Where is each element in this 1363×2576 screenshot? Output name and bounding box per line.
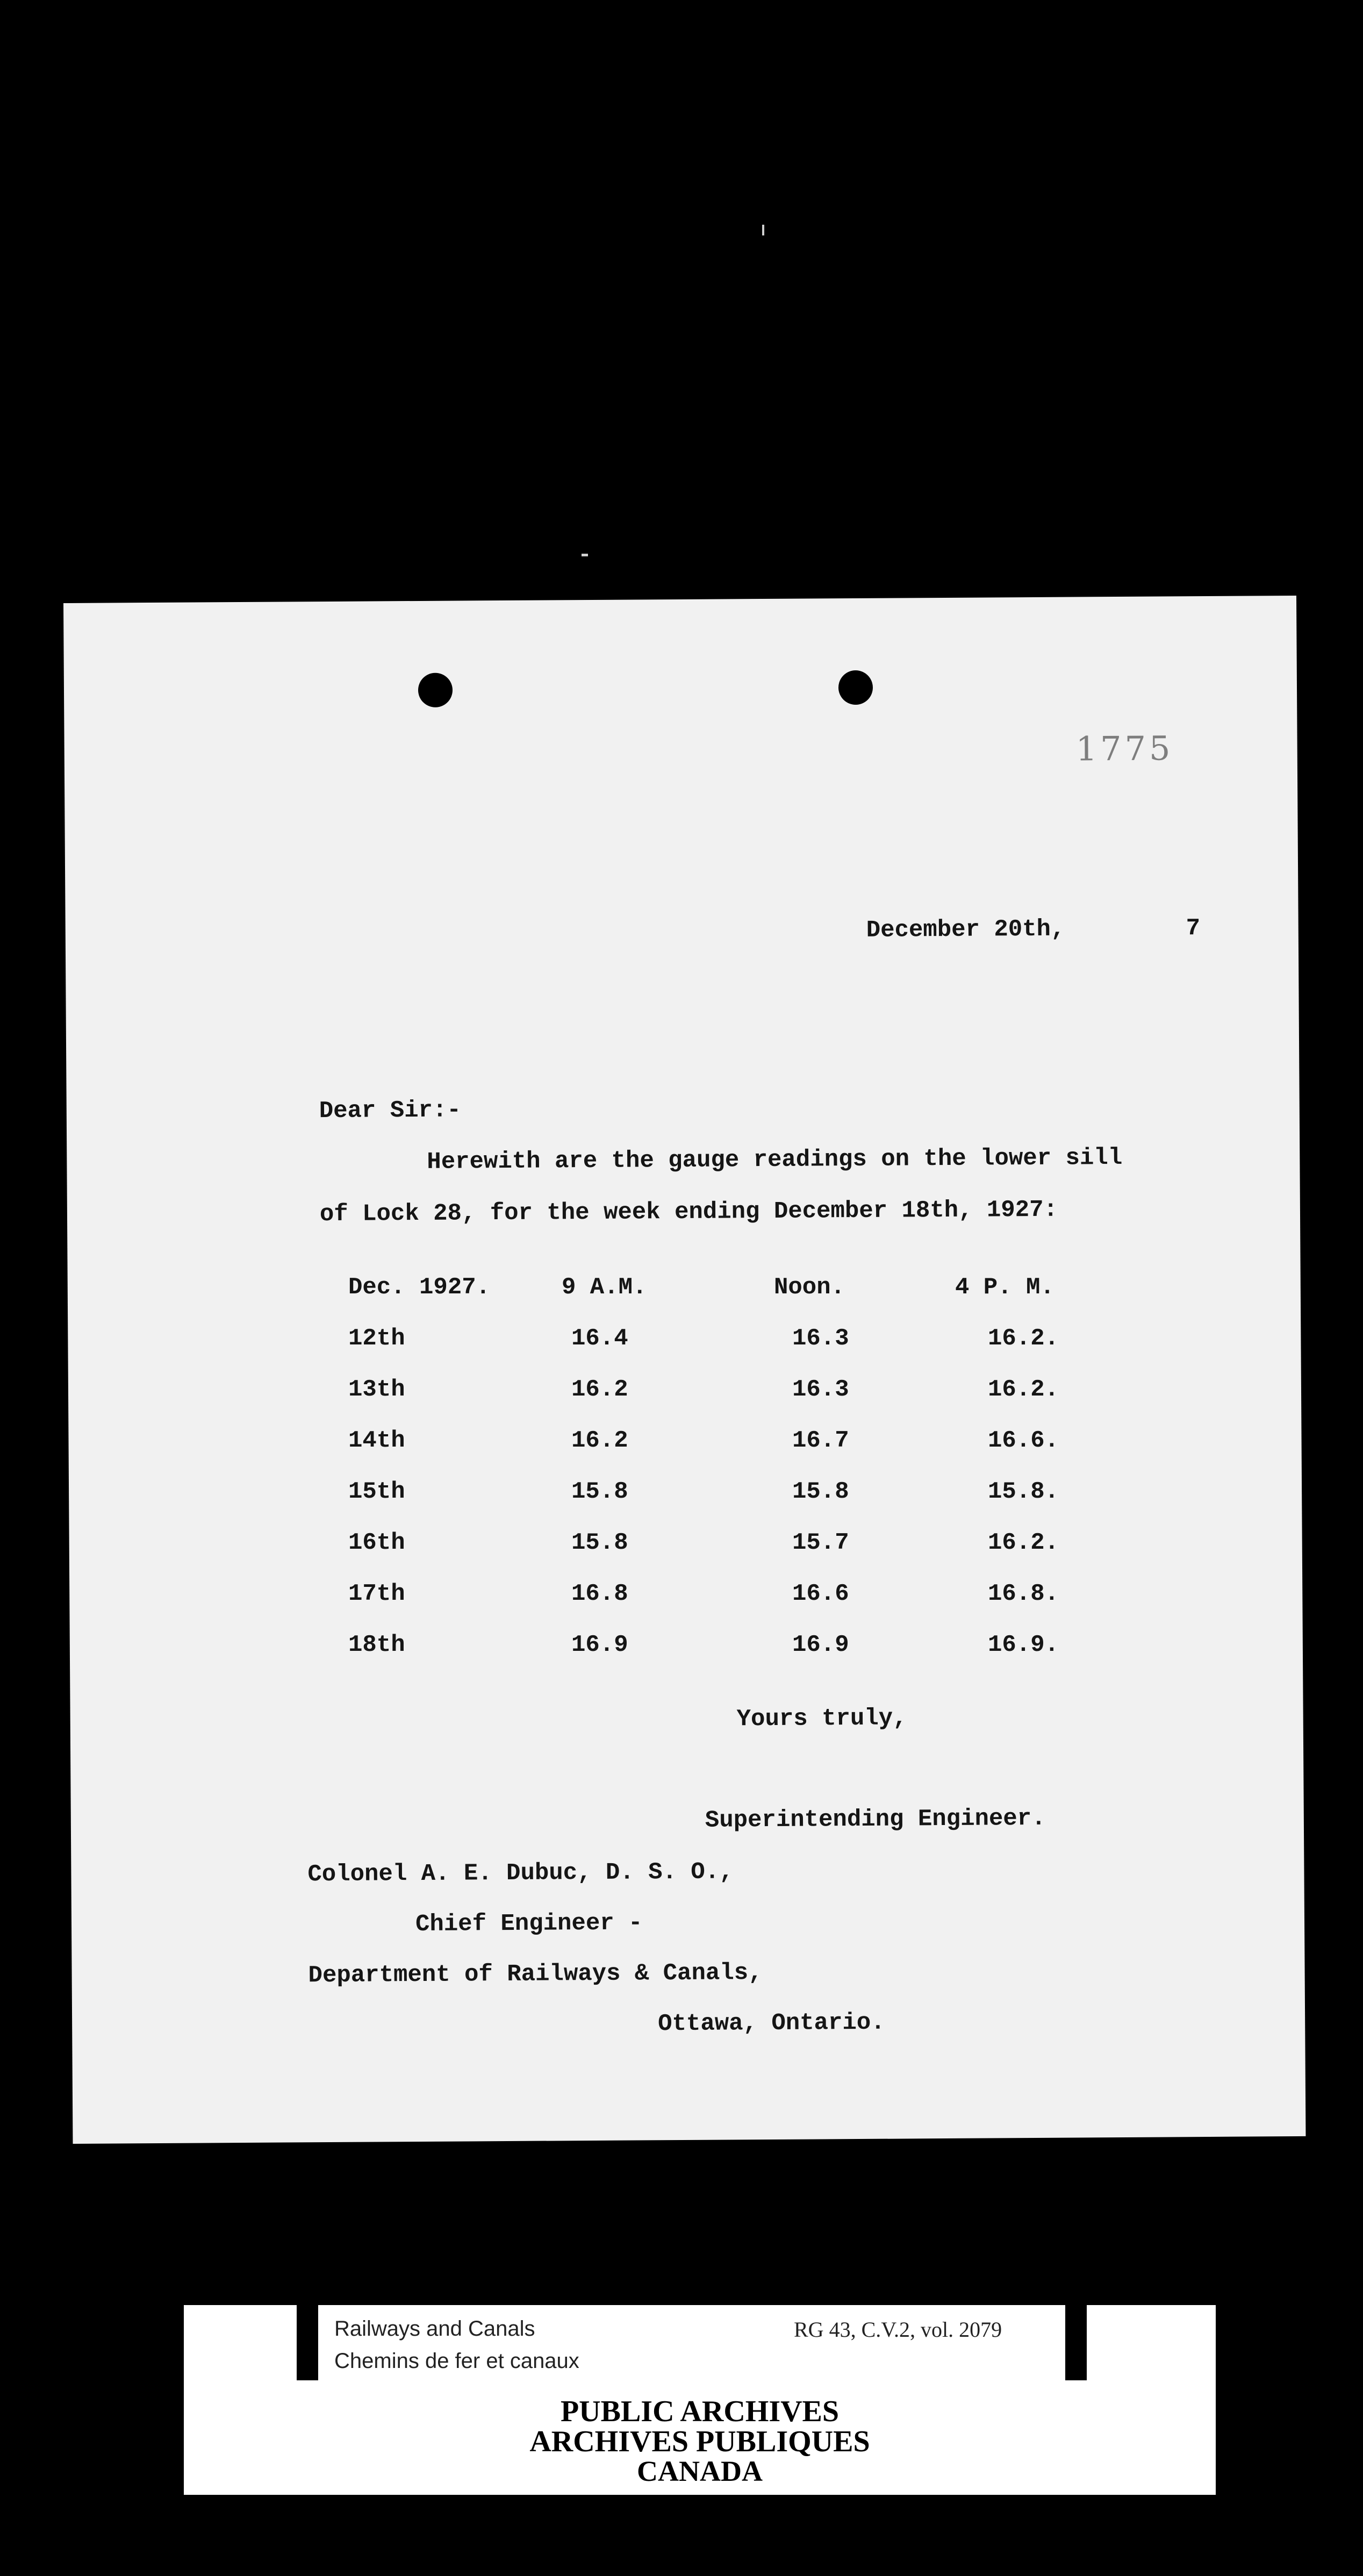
table-cell: 15.8 [571, 1529, 628, 1556]
table-cell: 16.9 [792, 1632, 849, 1658]
table-cell: 15.8 [571, 1478, 628, 1505]
table-cell: 17th [348, 1580, 405, 1607]
body-line-1: Herewith are the gauge readings on the lower sill [427, 1144, 1123, 1176]
recipient-city: Ottawa, Ontario. [658, 2009, 885, 2038]
recipient-title: Chief Engineer - [415, 1909, 643, 1938]
archive-label-card [184, 2305, 1216, 2495]
table-header: Dec. 1927. [348, 1274, 491, 1301]
table-cell: 13th [348, 1376, 405, 1403]
table-cell: 16.2. [988, 1529, 1059, 1556]
letter-date-digit: 7 [1186, 915, 1201, 942]
table-cell: 16.4 [571, 1325, 628, 1352]
table-cell: 16.2 [571, 1376, 628, 1403]
table-cell: 16.3 [792, 1376, 849, 1403]
letter-date: December 20th, [866, 915, 1065, 944]
body-line-2: of Lock 28, for the week ending December 18th, 1927: [319, 1196, 1058, 1228]
table-cell: 18th [348, 1632, 405, 1658]
series-english: Railways and Canals [334, 2317, 535, 2341]
stamp-line-3: CANADA [637, 2455, 763, 2487]
signature-title: Superintending Engineer. [705, 1805, 1046, 1834]
table-header: Noon. [774, 1274, 845, 1301]
table-cell: 16.8. [988, 1580, 1059, 1607]
table-cell: 16.6. [988, 1427, 1059, 1454]
table-header: 4 P. M. [955, 1274, 1054, 1301]
table-cell: 15th [348, 1478, 405, 1505]
closing: Yours truly, [736, 1705, 907, 1733]
table-cell: 15.8. [988, 1478, 1059, 1505]
salutation: Dear Sir:- [319, 1097, 461, 1125]
file-number: 1775 [1075, 728, 1174, 769]
table-cell: 16.2. [988, 1325, 1059, 1352]
table-cell: 16th [348, 1529, 405, 1556]
table-cell: 15.8 [792, 1478, 849, 1505]
punch-hole-right [838, 670, 873, 705]
table-cell: 16.3 [792, 1325, 849, 1352]
table-cell: 16.7 [792, 1427, 849, 1454]
table-cell: 16.9 [571, 1632, 628, 1658]
stamp-line-2: ARCHIVES PUBLIQUES [529, 2425, 870, 2458]
table-cell: 16.2. [988, 1376, 1059, 1403]
table-cell: 12th [348, 1325, 405, 1352]
stamp-line-1: PUBLIC ARCHIVES [560, 2395, 840, 2428]
punch-hole-left [418, 673, 453, 707]
recipient-department: Department of Railways & Canals, [308, 1959, 763, 1990]
table-header: 9 A.M. [562, 1274, 647, 1301]
archive-reference: RG 43, C.V.2, vol. 2079 [794, 2317, 1002, 2342]
label-reference-box [318, 2305, 1065, 2380]
dust-speck [582, 554, 588, 556]
dust-speck [762, 225, 764, 235]
table-cell: 16.2 [571, 1427, 628, 1454]
table-cell: 15.7 [792, 1529, 849, 1556]
series-french: Chemins de fer et canaux [334, 2349, 579, 2373]
table-cell: 16.8 [571, 1580, 628, 1607]
table-cell: 14th [348, 1427, 405, 1454]
recipient-name: Colonel A. E. Dubuc, D. S. O., [307, 1858, 734, 1888]
letter-page [63, 596, 1305, 2144]
table-cell: 16.9. [988, 1632, 1059, 1658]
table-cell: 16.6 [792, 1580, 849, 1607]
